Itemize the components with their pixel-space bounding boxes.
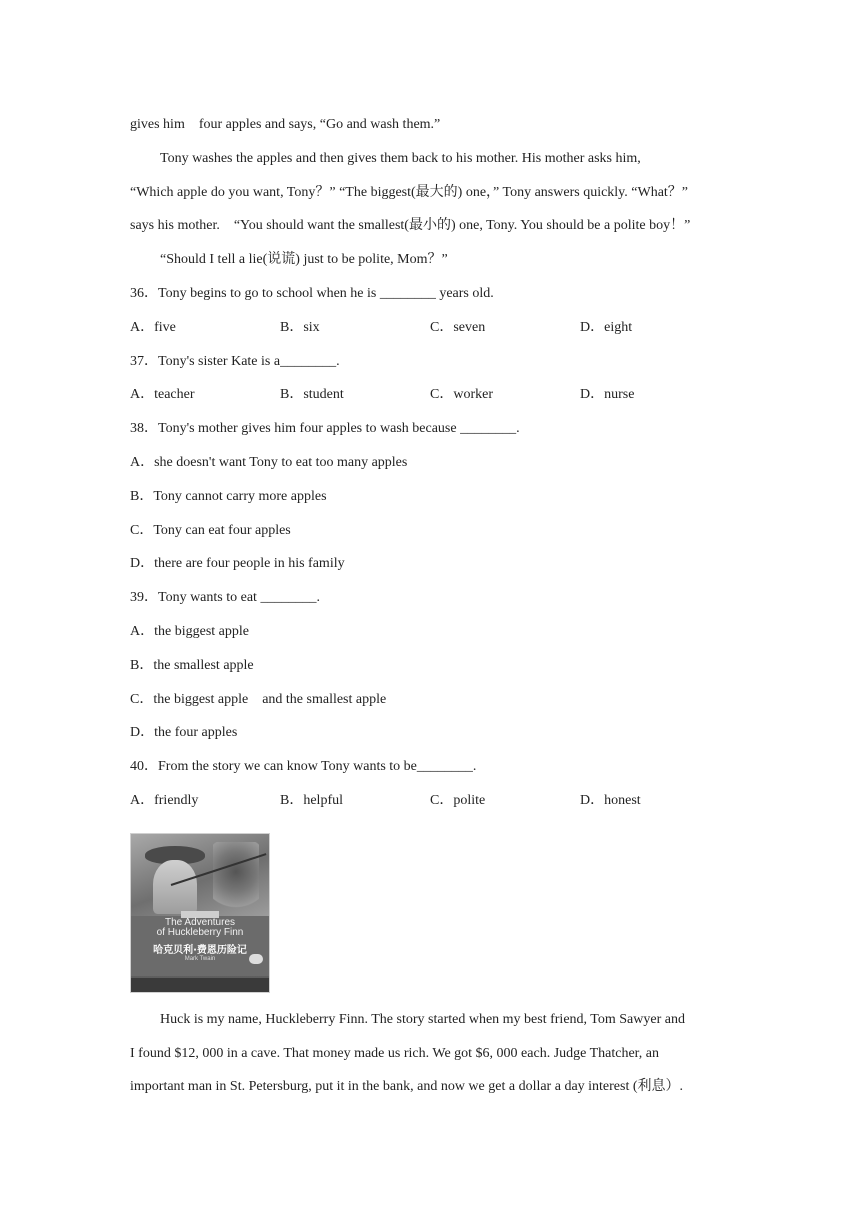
question-36: 36．Tony begins to go to school when he is ________ years old. (130, 285, 494, 301)
option-b: B．student (280, 387, 344, 403)
cover-title-line2: of Huckleberry Finn (156, 926, 244, 938)
cover-badge-icon (249, 954, 263, 964)
cover-title (131, 918, 269, 938)
option-d: D．there are four people in his family (130, 556, 345, 572)
option-b: B．the smallest apple (130, 657, 254, 673)
cover-footer (131, 978, 269, 992)
story-line: gives him four apples and says, “Go and wash them.” (130, 117, 441, 132)
option-c: C．worker (430, 387, 493, 403)
option-c: C．seven (430, 319, 486, 335)
option-d: D．the four apples (130, 725, 238, 741)
story-line: “Should I tell a lie(说谎) just to be polite, Mom？” (160, 252, 448, 268)
option-c: C．Tony can eat four apples (130, 522, 291, 538)
option-b: B．six (280, 319, 320, 335)
cover-author: Mark Twain (184, 955, 216, 962)
option-c: C．polite (430, 792, 486, 808)
option-d: D．eight (580, 319, 633, 335)
question-39: 39．Tony wants to eat ________. (130, 590, 320, 606)
options-row-40 (130, 784, 750, 818)
option-a: A．teacher (130, 387, 195, 403)
passage-line: I found $12, 000 in a cave. That money made us rich. We got $6, 000 each. Judge Thatcher, an (130, 1045, 659, 1061)
story-line: says his mother. “You should want the smallest(最小的) one, Tony. You should be a polite boy！” (130, 218, 691, 234)
option-a: A．five (130, 319, 176, 335)
document-page (130, 108, 750, 1104)
passage-line: important man in St. Petersburg, put it in the bank, and now we get a dollar a day interest (利息）. (130, 1079, 684, 1095)
option-d: D．nurse (580, 387, 635, 403)
cover-title-line1: The Adventures (164, 916, 236, 928)
option-c: C．the biggest apple and the smallest apple (130, 691, 387, 707)
options-row-37 (130, 378, 750, 412)
options-row-36 (130, 311, 750, 345)
book-cover-image (130, 833, 270, 993)
story-line: Tony washes the apples and then gives them back to his mother. His mother asks him, (160, 150, 641, 166)
option-d: D．honest (580, 792, 641, 808)
cover-tree (213, 842, 259, 916)
option-b: B．Tony cannot carry more apples (130, 488, 327, 504)
cover-chinese-title: 哈克贝利·费恩历险记 (153, 944, 247, 956)
cover-figure (153, 860, 197, 914)
option-a: A．friendly (130, 792, 199, 808)
question-37: 37．Tony's sister Kate is a________. (130, 353, 340, 369)
passage-line: Huck is my name, Huckleberry Finn. The story started when my best friend, Tom Sawyer and (160, 1011, 685, 1027)
question-40: 40．From the story we can know Tony wants to be________. (130, 759, 477, 775)
option-a: A．she doesn't want Tony to eat too many apples (130, 454, 408, 470)
question-38: 38．Tony's mother gives him four apples to wash because ________. (130, 421, 520, 437)
book-cover-container (130, 833, 750, 993)
option-b: B．helpful (280, 792, 343, 808)
option-a: A．the biggest apple (130, 623, 249, 639)
story-line: “Which apple do you want, Tony？” “The biggest(最大的) one，” Tony answers quickly. “What？” (130, 184, 689, 200)
